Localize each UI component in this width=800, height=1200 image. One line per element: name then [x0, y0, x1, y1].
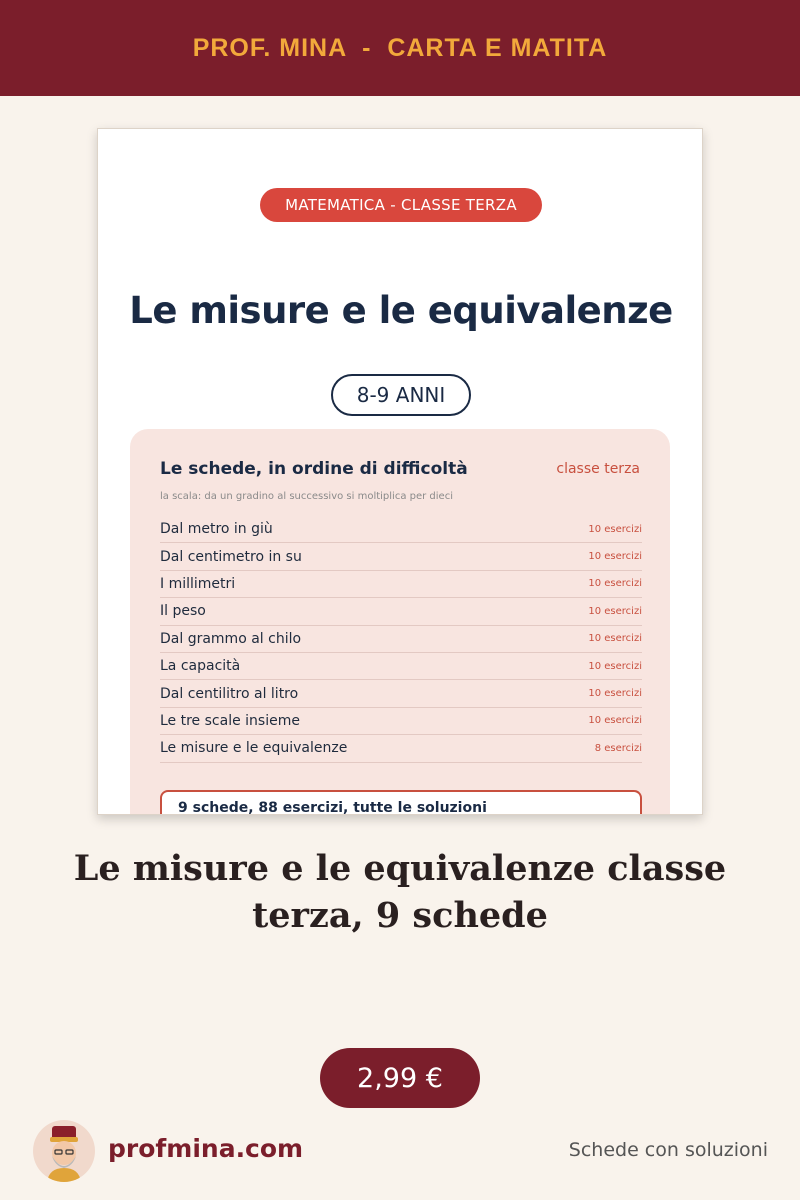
worksheet-name: Le tre scale insieme	[160, 712, 300, 729]
class-label: classe terza	[556, 461, 640, 477]
product-title[interactable]: Le misure e le equivalenze classe terza, 9 schede	[73, 848, 727, 936]
subject-badge: MATEMATICA - CLASSE TERZA	[260, 188, 542, 222]
exercise-count: 10 esercizi	[588, 688, 642, 700]
exercise-count: 10 esercizi	[588, 633, 642, 645]
list-item	[160, 708, 642, 735]
worksheet-list	[160, 516, 642, 763]
worksheet-name: Dal grammo al chilo	[160, 630, 302, 647]
site-link[interactable]: profmina.com	[108, 1134, 304, 1163]
exercise-count: 10 esercizi	[588, 578, 642, 590]
list-item	[160, 543, 642, 570]
list-item	[160, 653, 642, 680]
exercise-count: 8 esercizi	[594, 742, 642, 754]
age-badge: 8-9 ANNI	[331, 374, 471, 416]
exercise-count: 10 esercizi	[588, 523, 642, 535]
summary-text: 9 schede, 88 esercizi, tutte le soluzioni	[178, 800, 487, 815]
list-item	[160, 735, 642, 762]
exercise-count: 10 esercizi	[588, 605, 642, 617]
product-preview-card[interactable]	[97, 128, 703, 815]
worksheet-name: Le misure e le equivalenze	[160, 740, 348, 757]
price-button[interactable]: 2,99 €	[320, 1048, 480, 1108]
brand-title: PROF. MINA - CARTA E MATITA	[192, 33, 608, 62]
list-item	[160, 598, 642, 625]
worksheet-name: Dal centilitro al litro	[160, 685, 299, 702]
list-item	[160, 680, 642, 707]
worksheet-name: La capacità	[160, 658, 241, 675]
top-banner	[0, 0, 800, 96]
scale-note: la scala: da un gradino al successivo si moltiplica per dieci	[160, 491, 453, 502]
panel-heading: Le schede, in ordine di difficoltà	[160, 459, 468, 479]
worksheet-name: Il peso	[160, 603, 206, 620]
list-item	[160, 571, 642, 598]
worksheet-name: Dal centimetro in su	[160, 548, 302, 565]
exercise-count: 10 esercizi	[588, 660, 642, 672]
exercise-count: 10 esercizi	[588, 551, 642, 563]
worksheet-list-panel	[130, 429, 670, 815]
exercise-count: 10 esercizi	[588, 715, 642, 727]
summary-box	[160, 790, 642, 815]
teacher-avatar-icon	[33, 1120, 95, 1182]
list-item	[160, 626, 642, 653]
tagline: Schede con soluzioni	[568, 1139, 768, 1161]
list-item	[160, 516, 642, 543]
worksheet-name: Dal metro in giù	[160, 521, 273, 538]
preview-title: Le misure e le equivalenze	[129, 289, 673, 332]
worksheet-name: I millimetri	[160, 575, 236, 592]
